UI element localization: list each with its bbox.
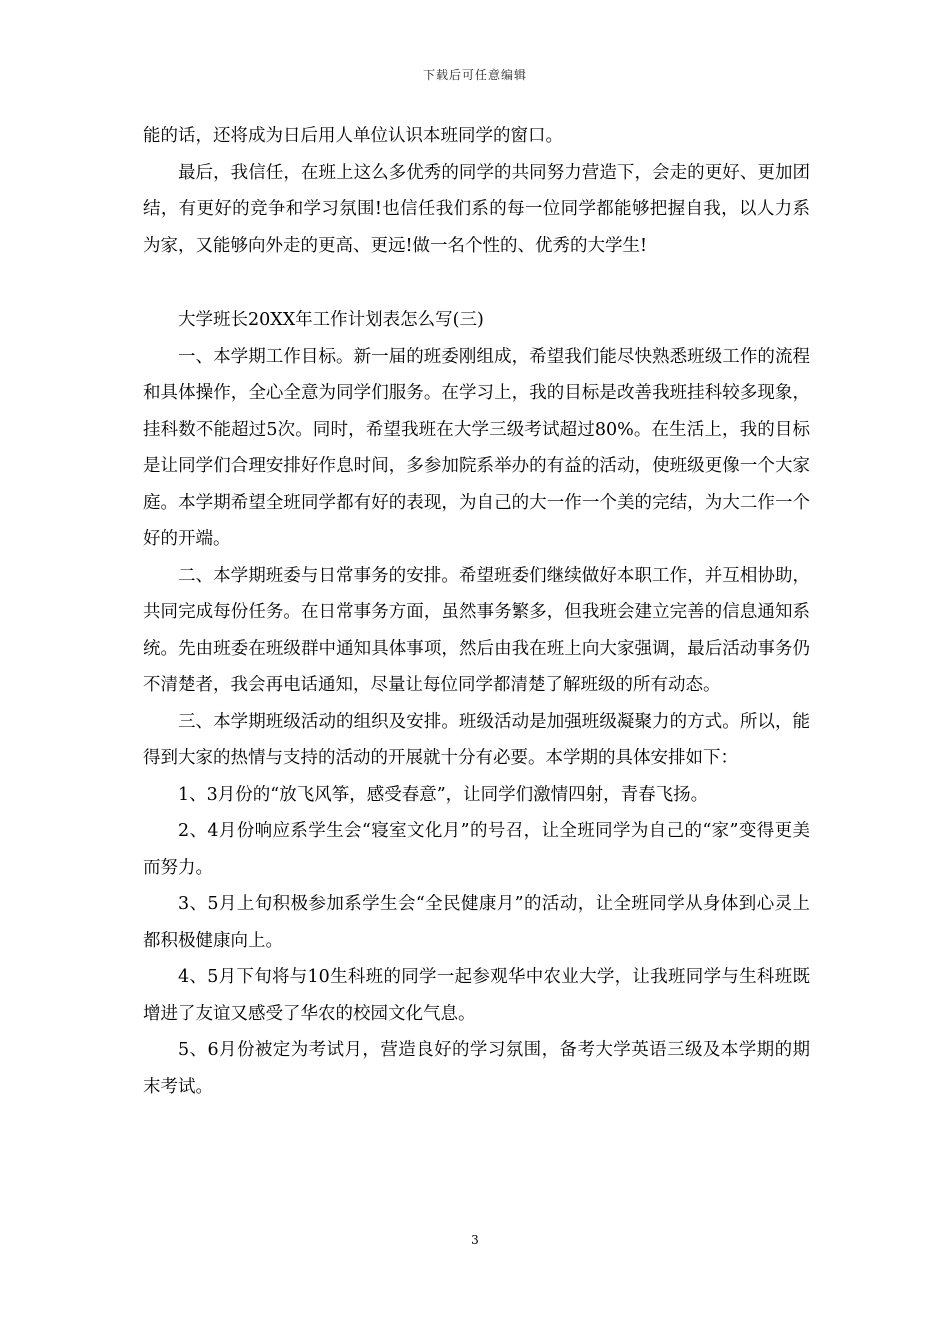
- list-item-3: 3、5月上旬积极参加系学生会“全民健康月”的活动，让全班同学从身体到心灵上都积极健康向上。: [143, 894, 810, 951]
- page-header-note: 下载后可任意编辑: [422, 68, 527, 82]
- paragraph-activities: 三、本学期班级活动的组织及安排。班级活动是加强班级凝聚力的方式。所以，能得到大家的热情与支持的活动的开展就十分有必要。本学期的具体安排如下：: [143, 711, 810, 768]
- list-item-5: 5、6月份被定为考试月，营造良好的学习氛围，备考大学英语三级及本学期的期末考试。: [143, 1040, 810, 1097]
- list-item-4: 4、5月下旬将与10生科班的同学一起参观华中农业大学，让我班同学与生科班既增进了友谊又感受了华农的校园文化气息。: [143, 967, 810, 1024]
- paragraph-continuation: 能的话，还将成为日后用人单位认识本班同学的窗口。: [143, 126, 563, 146]
- list-item-2: 2、4月份响应系学生会“寝室文化月”的号召，让全班同学为自己的“家”变得更美而努力。: [143, 821, 810, 878]
- paragraph-goals: 一、本学期工作目标。新一届的班委刚组成，希望我们能尽快熟悉班级工作的流程和具体操作，全心全意为同学们服务。在学习上，我的目标是改善我班挂科较多现象，挂科数不能超过5次。同时，希望我班在大学三级考试超过80%。在生活上，我的目标是让同学们合理安排好作息时间，多参加院系举办的有益的活动，使班级更像一个大家庭。本学期希望全班同学都有好的表现，为自己的大一作一个美的完结，为大二作一个好的开端。: [143, 346, 810, 549]
- paragraph-conclusion: 最后，我信任，在班上这么多优秀的同学的共同努力营造下，会走的更好、更加团结，有更好的竞争和学习氛围!也信任我们系的每一位同学都能够把握自我，以人力系为家，又能够向外走的更高、更远!做一名个性的、优秀的大学生!: [143, 162, 810, 256]
- document-body: [143, 118, 810, 1105]
- page-number: 3: [471, 1233, 479, 1247]
- paragraph-gap: [143, 264, 810, 302]
- list-item-1: 1、3月份的“放飞风筝，感受春意”，让同学们激情四射，青春飞扬。: [178, 784, 709, 805]
- section-title: 大学班长20XX年工作计划表怎么写(三): [178, 310, 484, 330]
- paragraph-committee: 二、本学期班委与日常事务的安排。希望班委们继续做好本职工作，并互相协助，共同完成每份任务。在日常事务方面，虽然事务繁多，但我班会建立完善的信息通知系统。先由班委在班级群中通知具体事项，然后由我在班上向大家强调，最后活动事务仍不清楚者，我会再电话通知，尽量让每位同学都清楚了解班级的所有动态。: [143, 565, 810, 695]
